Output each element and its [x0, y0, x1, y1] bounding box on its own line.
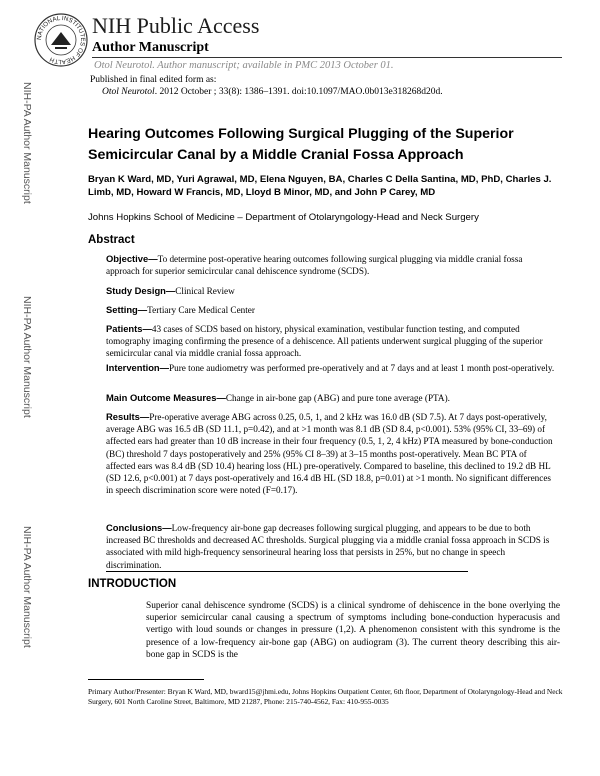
- patients-label: Patients—: [106, 323, 152, 334]
- published-in-label: Published in final edited form as:: [90, 75, 217, 85]
- design-label: Study Design—: [106, 285, 176, 296]
- citation-line: [102, 86, 443, 98]
- abstract-end-rule: [106, 571, 468, 572]
- setting-label: Setting—: [106, 304, 148, 315]
- abstract-patients: [106, 323, 556, 360]
- masthead-divider: [92, 57, 562, 58]
- abstract-intervention: [106, 362, 556, 374]
- intervention-text: Pure tone audiometry was performed pre-operatively and at 7 days and at least 1 month post-operatively.: [169, 363, 555, 373]
- note-rest: . Author manuscript; available in PMC 2013 October 01.: [152, 60, 394, 71]
- seal-ring-text: NATIONAL INSTITUTES OF HEALTH: [35, 14, 87, 66]
- side-banner-3: NIH-PA Author Manuscript: [21, 526, 33, 648]
- abstract-setting: [106, 304, 556, 316]
- objective-text: To determine post-operative hearing outcomes following surgical plugging via middle cranial fossa approach for superior semicircular canal dehiscence syndrome (SCDS).: [106, 254, 523, 277]
- conclusions-text: Low-frequency air-bone gap decreases following surgical plugging, and appears to be due to both increased BC thresholds and decreased AC thresholds. Surgical plugging via a middle cranial fossa approach in SCDS is associated with mild high-frequency sensorineural hearing loss that persists in 25%, but no change in speech discrimination.: [106, 523, 550, 570]
- results-label: Results—: [106, 411, 150, 422]
- results-text: Pre-operative average ABG across 0.25, 0.5, 1, and 2 kHz was 16.0 dB (SD 7.5). At 7 days post-operatively, average ABG was 16.5 dB (SD 11.1, p=0.42), and at >1 month was 8.1 dB (SD 8.4, p<0.001). 53% (95% CI, 33–69) of affected ears had greater than 10 dB increase in their four frequency (0.5, 1, 2, 4 kHz) PTA measured by bone-conduction (BC) threshold 7 days postoperatively and 25% (95% CI 8–39) at 3–15 months post-operatively. Mean BC PTA of affected ears was 8.4 dB (SD 10.4) hearing loss (HL) pre-operatively. Compared to baseline, this declined to 19.2 dB HL (SD 12.6, p<0.001) at 7 days post-operatively and 16.4 dB HL (SD 18.8, p=0.01) at >1 month. No significant differences in speech discrimination score were noted (F=0.17).: [106, 412, 553, 496]
- footnote-divider: [88, 679, 204, 680]
- author-list: Bryan K Ward, MD, Yuri Agrawal, MD, Elena Nguyen, BA, Charles C Della Santina, MD, PhD, Charles J. Limb, MD, Howard W Francis, MD, Lloyd B Minor, MD, and John P Carey, MD: [88, 174, 552, 199]
- article-title: Hearing Outcomes Following Surgical Plugging of the Superior Semicircular Canal by a Middle Cranial Fossa Approach: [88, 126, 514, 163]
- setting-text: Tertiary Care Medical Center: [147, 305, 255, 315]
- introduction-heading: INTRODUCTION: [88, 578, 177, 590]
- intervention-label: Intervention—: [106, 362, 170, 373]
- design-text: Clinical Review: [175, 286, 235, 296]
- affiliation: Johns Hopkins School of Medicine – Department of Otolaryngology-Head and Neck Surgery: [88, 212, 479, 223]
- masthead-subtitle: Author Manuscript: [92, 40, 209, 55]
- abstract-objective: [106, 253, 556, 277]
- citation-journal: Otol Neurotol: [102, 87, 155, 97]
- masthead-title: NIH Public Access: [92, 13, 260, 38]
- abstract-results: [106, 411, 556, 496]
- conclusions-label: Conclusions—: [106, 522, 172, 533]
- nih-seal-logo: [33, 12, 89, 68]
- patients-text: 43 cases of SCDS based on history, physical examination, vestibular function testing, and computed tomography imaging confirming the presence of a dehiscence. All patients underwent surgical plugging of the superior semicircular canal via middle cranial fossa approach.: [106, 324, 543, 359]
- footnote: Primary Author/Presenter: Bryan K Ward, MD, bward15@jhmi.edu, Johns Hopkins Outpatient Center, 6th floor, Department of Otolaryngology-Head and Neck Surgery, 601 North Caroline Street, Baltimore, MD 21287, Phone: 215-740-4562, Fax: 410-955-0035: [88, 687, 563, 706]
- introduction-paragraph: Superior canal dehiscence syndrome (SCDS) is a clinical syndrome of dehiscence in the bone overlying the superior semicircular canal causing a spectrum of symptoms including bone-conduction hyperacusis and vertigo with loud sounds or changes in pressure (1,2). A phenomenon consistent with this syndrome is the presence of a low-frequency air-bone gap (ABG) on audiogram (3). The current theory describing this air-bone gap in SCDS is the: [146, 601, 560, 660]
- measures-label: Main Outcome Measures—: [106, 392, 226, 403]
- side-banner-2: NIH-PA Author Manuscript: [21, 296, 33, 418]
- note-journal: Otol Neurotol: [94, 60, 153, 71]
- masthead-availability-note: [94, 59, 394, 72]
- citation-details: . 2012 October ; 33(8): 1386–1391. doi:10.1097/MAO.0b013e318268d20d.: [154, 87, 443, 97]
- abstract-conclusions: [106, 522, 556, 571]
- abstract-study-design: [106, 285, 556, 297]
- abstract-heading: Abstract: [88, 234, 135, 246]
- side-banner-1: NIH-PA Author Manuscript: [21, 82, 33, 204]
- measures-text: Change in air-bone gap (ABG) and pure tone average (PTA).: [225, 393, 450, 403]
- objective-label: Objective—: [106, 253, 158, 264]
- abstract-outcome-measures: [106, 392, 556, 404]
